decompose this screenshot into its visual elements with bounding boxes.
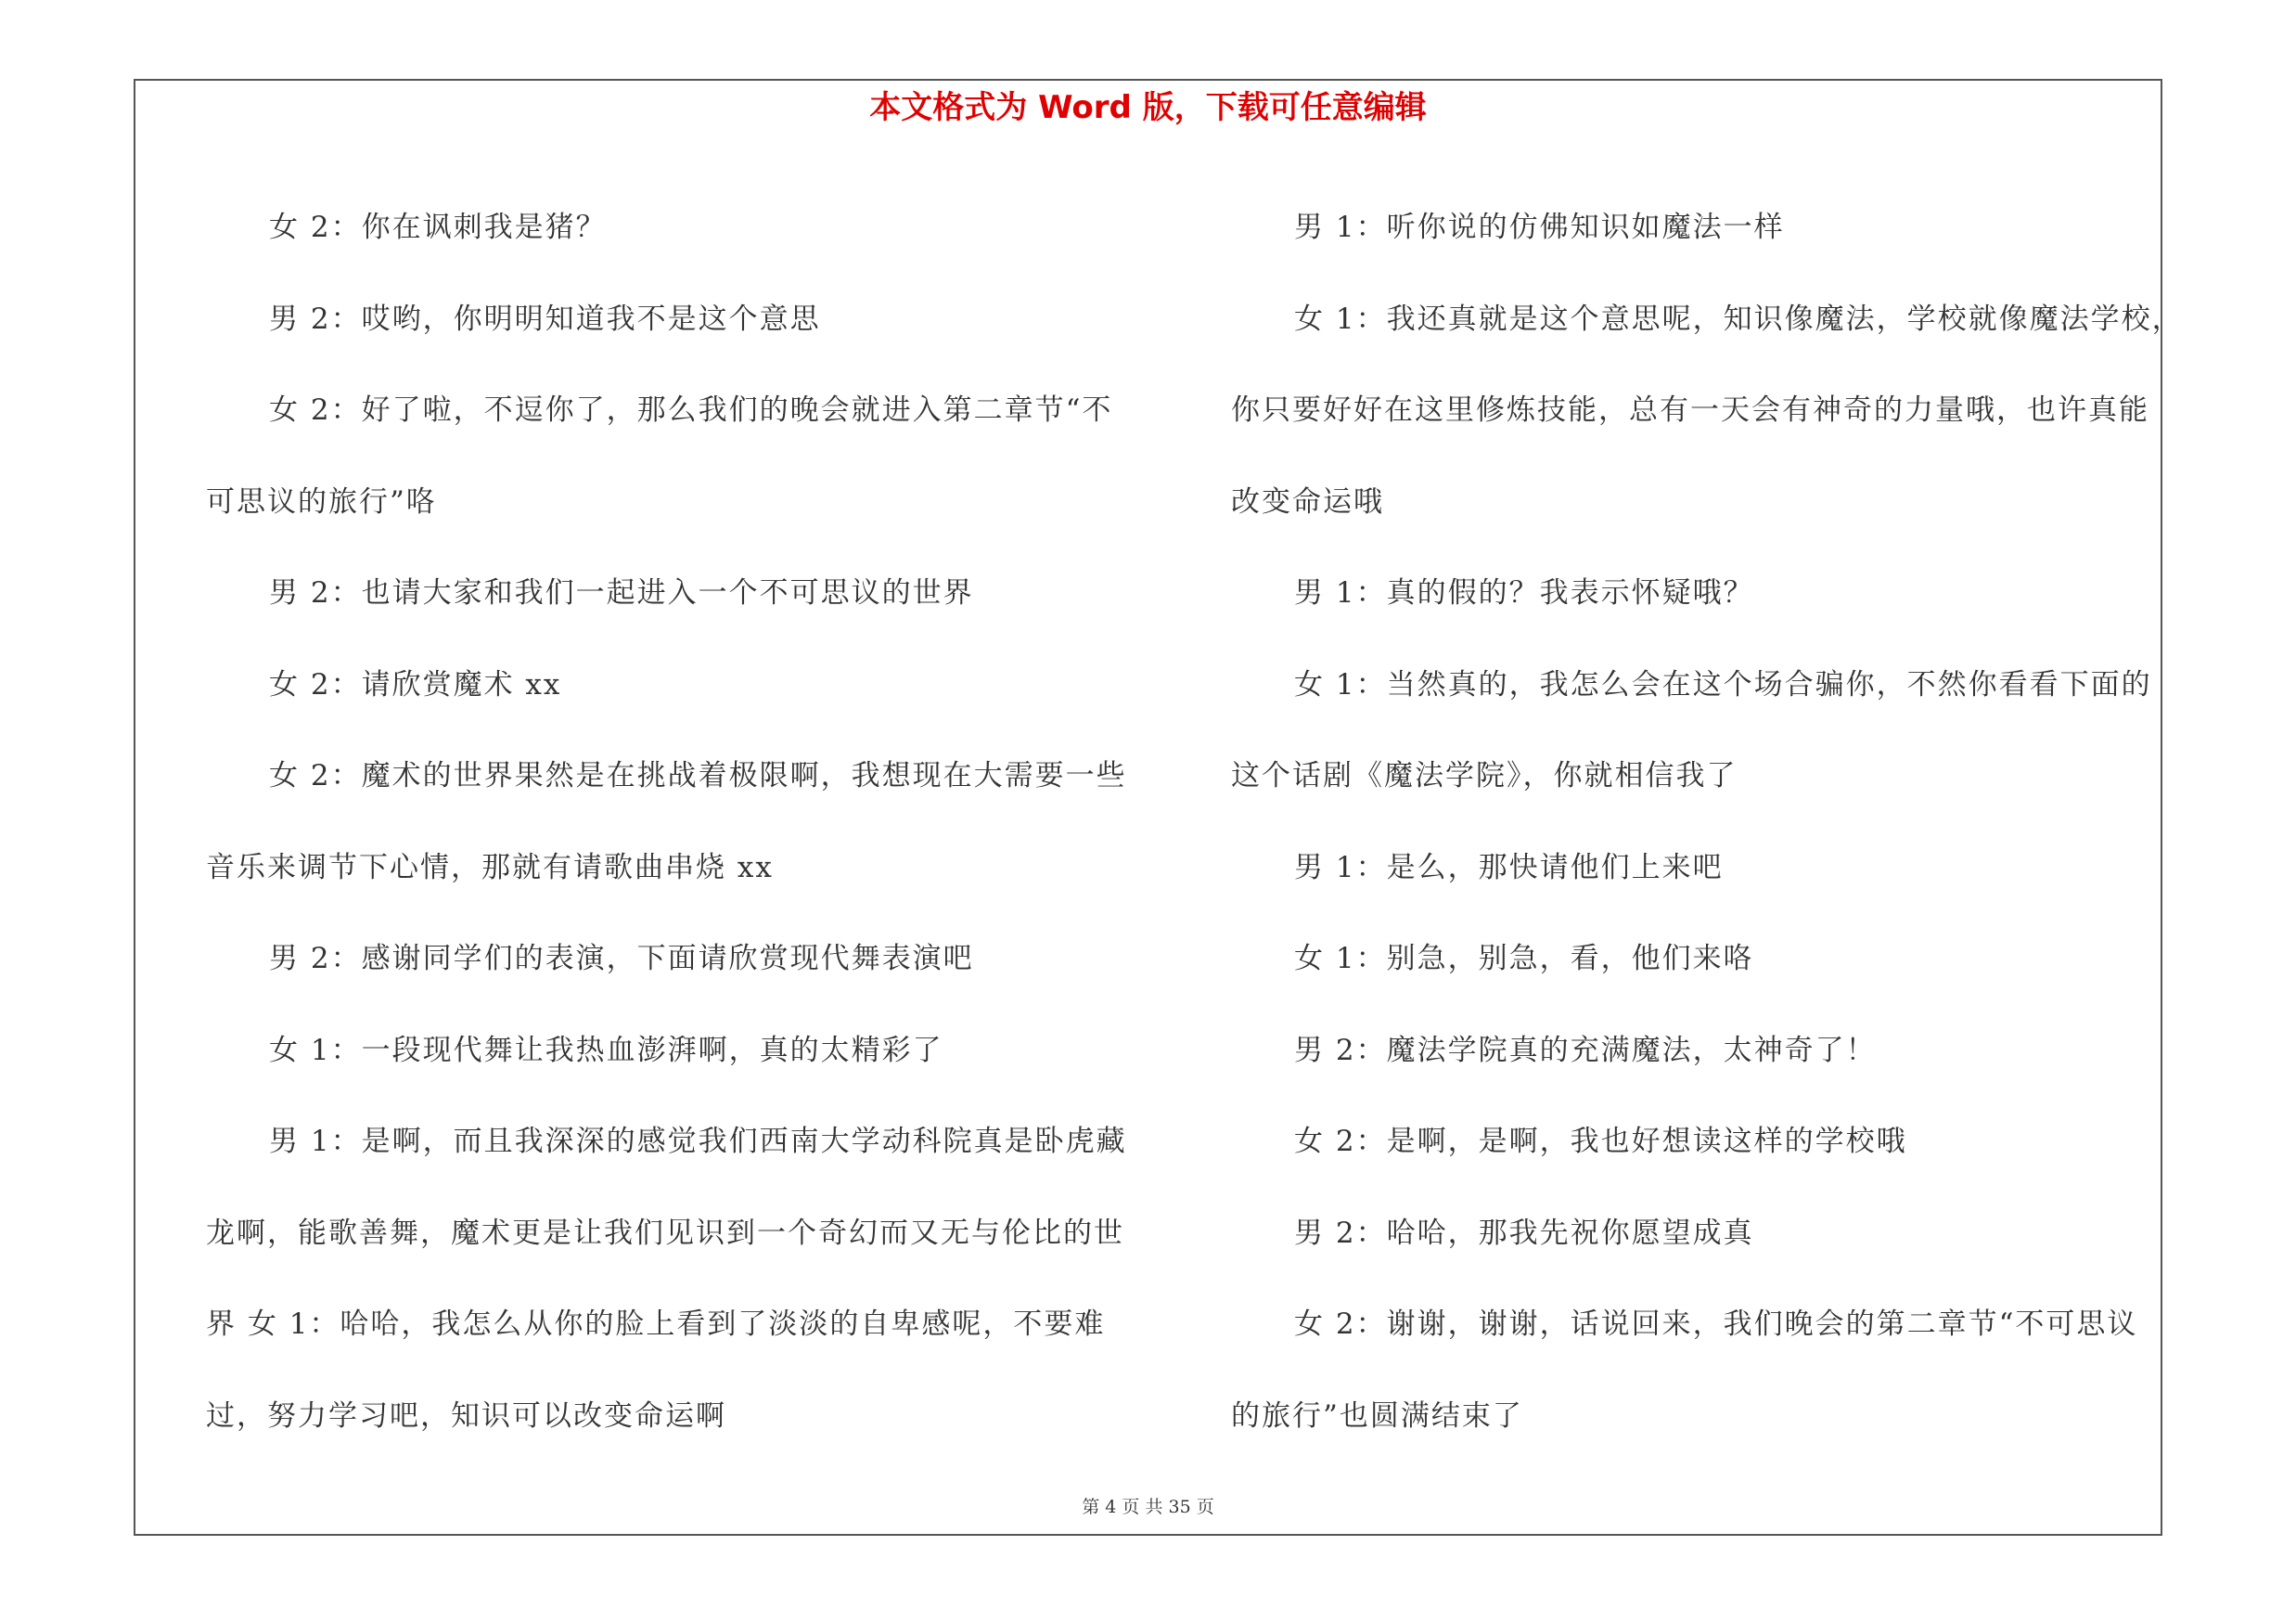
dialogue-line: 女 1：一段现代舞让我热血澎湃啊，真的太精彩了 (269, 1033, 943, 1067)
dialogue-line: 你只要好好在这里修炼技能，总有一天会有神奇的力量哦，也许真能 (1231, 393, 2149, 427)
dialogue-line: 女 2：你在讽刺我是猪？ (269, 211, 607, 244)
format-banner: 本文格式为 Word 版，下载可任意编辑 (869, 89, 1427, 126)
dialogue-line: 改变命运哦 (1231, 484, 1384, 519)
dialogue-line: 这个话剧《魔法学院》，你就相信我了 (1231, 759, 1738, 792)
dialogue-line: 女 1：当然真的，我怎么会在这个场合骗你，不然你看看下面的 (1294, 667, 2152, 702)
dialogue-line: 女 2：请欣赏魔术 xx (269, 667, 562, 702)
dialogue-line: 男 1：是么，那快请他们上来吧 (1294, 850, 1724, 884)
dialogue-line: 男 2：哈哈，那我先祝你愿望成真 (1294, 1216, 1754, 1250)
dialogue-line: 龙啊，能歌善舞，魔术更是让我们见识到一个奇幻而又无与伦比的世 (206, 1216, 1124, 1250)
dialogue-line: 男 1：听你说的仿佛知识如魔法一样 (1294, 211, 1785, 244)
dialogue-line: 女 1：别急，别急，看，他们来咯 (1294, 942, 1754, 975)
right-column (1231, 182, 2183, 1462)
dialogue-line: 女 2：是啊，是啊，我也好想读这样的学校哦 (1294, 1125, 1907, 1158)
dialogue-line: 可思议的旅行”咯 (206, 484, 437, 519)
dialogue-line: 女 2：魔术的世界果然是在挑战着极限啊，我想现在大需要一些 (269, 759, 1127, 792)
dialogue-line: 男 2：也请大家和我们一起进入一个不可思议的世界 (269, 576, 974, 610)
dialogue-line: 女 2：好了啦，不逗你了，那么我们的晚会就进入第二章节“不 (269, 393, 1113, 427)
dialogue-line: 男 1：真的假的？我表示怀疑哦？ (1294, 576, 1754, 610)
dialogue-line: 女 1：我还真就是这个意思呢，知识像魔法，学校就像魔法学校， (1294, 302, 2183, 336)
dialogue-line: 男 2：感谢同学们的表演，下面请欣赏现代舞表演吧 (269, 942, 974, 975)
dialogue-line: 音乐来调节下心情，那就有请歌曲串烧 xx (206, 850, 774, 884)
dialogue-line: 男 1：是啊，而且我深深的感觉我们西南大学动科院真是卧虎藏 (269, 1125, 1127, 1158)
dialogue-line: 男 2：哎哟，你明明知道我不是这个意思 (269, 302, 821, 336)
dialogue-line: 界 女 1：哈哈，我怎么从你的脸上看到了淡淡的自卑感呢，不要难 (206, 1307, 1106, 1341)
page-footer: 第 4 页 共 35 页 (1082, 1497, 1214, 1517)
dialogue-line: 的旅行”也圆满结束了 (1231, 1398, 1523, 1433)
dialogue-line: 男 2：魔法学院真的充满魔法，太神奇了！ (1294, 1033, 1877, 1067)
left-column (206, 182, 1134, 1462)
dialogue-line: 女 2：谢谢，谢谢，话说回来，我们晚会的第二章节“不可思议 (1294, 1307, 2138, 1341)
dialogue-line: 过，努力学习吧，知识可以改变命运啊 (206, 1398, 726, 1433)
